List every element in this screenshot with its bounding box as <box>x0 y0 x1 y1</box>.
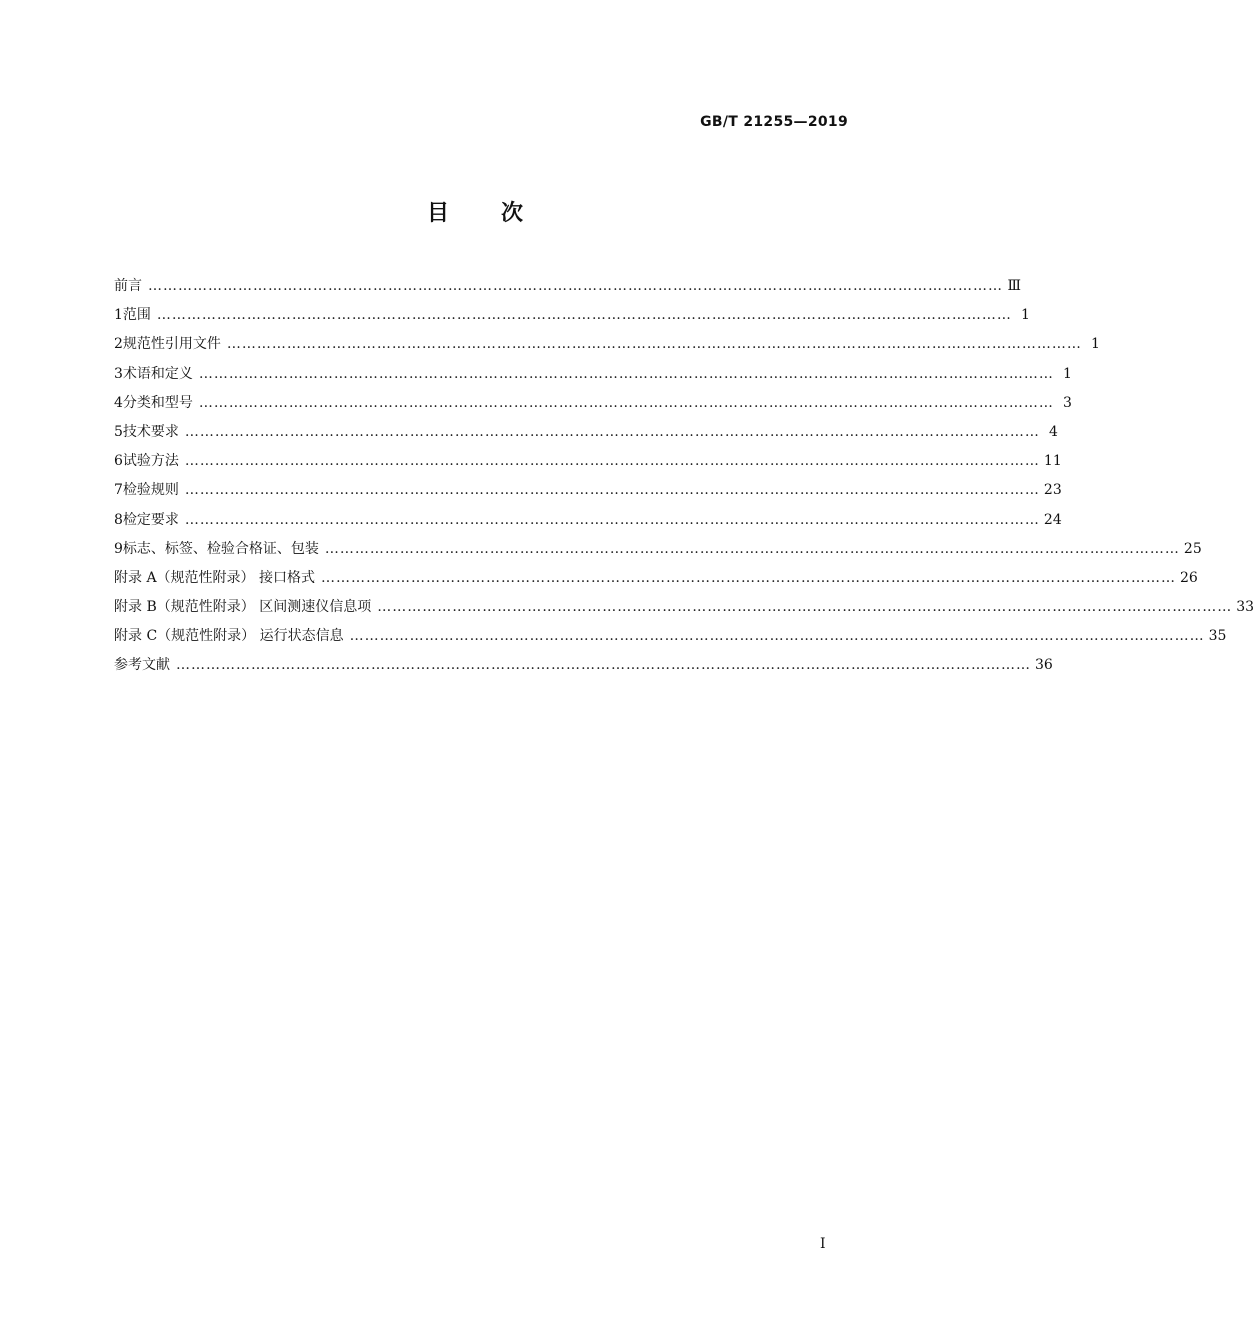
toc-entry-label: 附录 C（规范性附录） 运行状态信息 <box>114 628 344 645</box>
toc-entry-number: 1 <box>114 307 123 324</box>
toc-leader-dots: ……………………………………………………………………………………………………………………………………………………… <box>226 336 1082 353</box>
toc-entry-label: 附录 B（规范性附录） 区间测速仪信息项 <box>114 599 372 616</box>
toc-entry-number: 7 <box>114 482 123 499</box>
toc-entry-number: 5 <box>114 423 123 440</box>
toc-entry-label: 检定要求 <box>122 511 179 528</box>
toc-entry-label: 检验规则 <box>122 482 179 499</box>
standard-code: GB/T 21255—2019 <box>700 114 848 130</box>
toc-entry-normative-references[interactable] <box>114 330 1100 359</box>
toc-leader-dots: ……………………………………………………………………………………………………………………………………………………… <box>198 365 1054 382</box>
toc-entry-label: 范围 <box>122 307 151 324</box>
toc-entry-annex-b[interactable] <box>114 593 1254 622</box>
toc-entry-number: 4 <box>114 394 123 411</box>
toc-entry-page: 11 <box>1043 453 1062 470</box>
toc-entry-inspection-rules[interactable] <box>114 476 1062 505</box>
toc-entry-label: 术语和定义 <box>122 365 193 382</box>
toc-leader-dots: ……………………………………………………………………………………………………………………………………………………… <box>377 599 1233 616</box>
toc-entry-page: 1 <box>1021 307 1030 324</box>
toc-entry-annex-c[interactable] <box>114 622 1227 651</box>
toc-entry-label: 试验方法 <box>122 453 179 470</box>
toc-leader-dots: ……………………………………………………………………………………………………………………………………………………… <box>349 628 1205 645</box>
toc-leader-dots: ……………………………………………………………………………………………………………………………………………………… <box>176 657 1031 674</box>
toc-entry-label: 标志、标签、检验合格证、包装 <box>122 540 319 557</box>
toc-entry-page: 1 <box>1091 336 1100 353</box>
toc-entry-technical-requirements[interactable] <box>114 418 1058 447</box>
toc-entry-label: 规范性引用文件 <box>122 336 221 353</box>
toc-entry-label: 技术要求 <box>122 423 179 440</box>
toc-entry-page: 35 <box>1208 628 1227 645</box>
toc-entry-label: 参考文献 <box>114 657 170 674</box>
table-of-contents <box>114 272 1254 681</box>
toc-title <box>0 196 950 227</box>
toc-entry-terms[interactable] <box>114 360 1072 389</box>
toc-title-char-2: 次 <box>501 201 524 226</box>
toc-entry-page: 4 <box>1049 423 1058 440</box>
toc-leader-dots: ……………………………………………………………………………………………………………………………………………………… <box>184 423 1040 440</box>
toc-leader-dots: ……………………………………………………………………………………………………………………………………………………… <box>184 453 1040 470</box>
toc-entry-test-methods[interactable] <box>114 447 1062 476</box>
toc-entry-label: 分类和型号 <box>122 394 193 411</box>
toc-entry-page: 3 <box>1063 394 1072 411</box>
toc-title-char-1: 目 <box>426 201 449 226</box>
toc-entry-scope[interactable] <box>114 301 1030 330</box>
toc-entry-bibliography[interactable] <box>114 651 1053 680</box>
toc-entry-classification[interactable] <box>114 389 1072 418</box>
toc-entry-verification[interactable] <box>114 506 1062 535</box>
toc-entry-page: 26 <box>1180 569 1198 586</box>
toc-entry-page: Ⅲ <box>1007 278 1021 294</box>
toc-entry-marking-packaging[interactable] <box>114 535 1202 564</box>
toc-leader-dots: ……………………………………………………………………………………………………………………………………………………… <box>156 307 1012 324</box>
toc-entry-page: 33 <box>1236 599 1254 616</box>
toc-entry-label: 附录 A（规范性附录） 接口格式 <box>114 569 316 586</box>
toc-entry-preface[interactable] <box>114 272 1021 301</box>
page-number: I <box>820 1236 826 1252</box>
toc-entry-number: 3 <box>114 365 123 382</box>
toc-entry-label: 前言 <box>114 278 142 294</box>
toc-leader-dots: ……………………………………………………………………………………………………………………………………………………… <box>198 394 1054 411</box>
toc-entry-number: 2 <box>114 336 123 353</box>
toc-entry-number: 8 <box>114 511 123 528</box>
toc-leader-dots: ……………………………………………………………………………………………………………………………………………………… <box>324 540 1180 557</box>
toc-entry-page: 23 <box>1043 482 1062 499</box>
toc-entry-page: 36 <box>1035 657 1053 674</box>
toc-entry-page: 25 <box>1183 540 1202 557</box>
toc-entry-page: 1 <box>1063 365 1072 382</box>
toc-leader-dots: ……………………………………………………………………………………………………………………………………………………… <box>184 511 1040 528</box>
toc-leader-dots: ……………………………………………………………………………………………………………………………………………………… <box>321 569 1177 586</box>
toc-leader-dots: ……………………………………………………………………………………………………………………………………………………… <box>184 482 1040 499</box>
toc-entry-number: 6 <box>114 453 123 470</box>
toc-leader-dots: ……………………………………………………………………………………………………………………………………………………… <box>148 278 1003 294</box>
toc-entry-annex-a[interactable] <box>114 564 1198 593</box>
toc-entry-page: 24 <box>1043 511 1062 528</box>
toc-entry-number: 9 <box>114 540 123 557</box>
